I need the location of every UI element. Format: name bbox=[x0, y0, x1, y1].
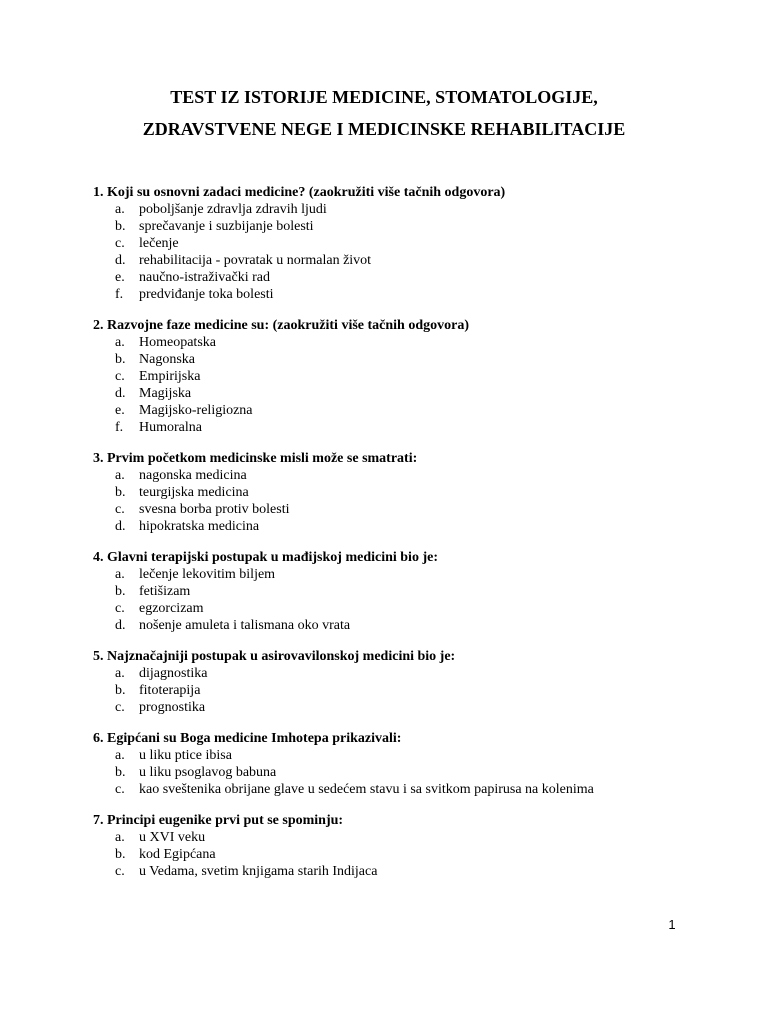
option-letter: a. bbox=[115, 748, 125, 763]
question-block bbox=[93, 549, 733, 634]
option-text: lečenje lekovitim biljem bbox=[139, 567, 276, 582]
option-letter: a. bbox=[115, 202, 125, 217]
answer-option bbox=[93, 781, 733, 798]
answer-option bbox=[93, 402, 733, 419]
question-block bbox=[93, 730, 733, 798]
question-block bbox=[93, 648, 733, 716]
answer-option bbox=[93, 334, 733, 351]
question-text: 2. Razvojne faze medicine su: (zaokružiti više tačnih odgovora) bbox=[93, 318, 469, 333]
answer-option bbox=[93, 583, 733, 600]
option-letter: a. bbox=[115, 567, 125, 582]
question-text: 4. Glavni terapijski postupak u mađijskoj medicini bio je: bbox=[93, 550, 438, 565]
option-text: Empirijska bbox=[139, 369, 201, 384]
question-block bbox=[93, 317, 733, 436]
option-letter: a. bbox=[115, 468, 125, 483]
question-text: 5. Najznačajniji postupak u asirovavilonskoj medicini bio je: bbox=[93, 649, 456, 664]
answer-option bbox=[93, 484, 733, 501]
answer-option bbox=[93, 351, 733, 368]
option-text: nošenje amuleta i talismana oko vrata bbox=[139, 618, 351, 633]
option-text: predviđanje toka bolesti bbox=[139, 287, 274, 302]
question-text: 1. Koji su osnovni zadaci medicine? (zaokružiti više tačnih odgovora) bbox=[93, 185, 506, 200]
option-text: kao sveštenika obrijane glave u sedećem stavu i sa svitkom papirusa na kolenima bbox=[139, 782, 594, 797]
option-letter: b. bbox=[115, 352, 126, 367]
answer-option bbox=[93, 764, 733, 781]
answer-option bbox=[93, 385, 733, 402]
answer-option bbox=[93, 269, 733, 286]
option-text: Nagonska bbox=[139, 352, 195, 367]
option-text: Magijska bbox=[139, 386, 192, 401]
option-letter: c. bbox=[115, 601, 125, 616]
answer-option bbox=[93, 368, 733, 385]
option-letter: d. bbox=[115, 519, 126, 534]
answer-option bbox=[93, 600, 733, 617]
question-block bbox=[93, 450, 733, 535]
answer-options bbox=[93, 467, 733, 535]
option-letter: e. bbox=[115, 270, 125, 285]
answer-option bbox=[93, 617, 733, 634]
answer-option bbox=[93, 566, 733, 583]
option-text: hipokratska medicina bbox=[139, 519, 260, 534]
answer-options bbox=[93, 665, 733, 716]
answer-option bbox=[93, 699, 733, 716]
question-block bbox=[93, 812, 733, 880]
option-text: naučno-istraživački rad bbox=[139, 270, 270, 285]
question-text: 6. Egipćani su Boga medicine Imhotepa prikazivali: bbox=[93, 731, 402, 746]
option-letter: b. bbox=[115, 765, 126, 780]
answer-option bbox=[93, 252, 733, 269]
answer-option bbox=[93, 518, 733, 535]
answer-option bbox=[93, 747, 733, 764]
option-letter: a. bbox=[115, 830, 125, 845]
option-letter: f. bbox=[115, 287, 124, 302]
option-letter: b. bbox=[115, 683, 126, 698]
answer-options bbox=[93, 829, 733, 880]
question-block bbox=[93, 184, 733, 303]
answer-option bbox=[93, 682, 733, 699]
option-letter: c. bbox=[115, 864, 125, 879]
option-letter: c. bbox=[115, 782, 125, 797]
option-text: u XVI veku bbox=[139, 830, 206, 845]
document-title-line-2: ZDRAVSTVENE NEGE I MEDICINSKE REHABILITACIJE bbox=[142, 119, 626, 139]
option-letter: a. bbox=[115, 666, 125, 681]
answer-option bbox=[93, 829, 733, 846]
question-list bbox=[93, 184, 733, 894]
answer-options bbox=[93, 566, 733, 634]
option-letter: e. bbox=[115, 403, 125, 418]
question-text: 7. Principi eugenike prvi put se spominju: bbox=[93, 813, 344, 828]
answer-option bbox=[93, 863, 733, 880]
page-number: 1 bbox=[668, 917, 676, 932]
option-text: dijagnostika bbox=[139, 666, 208, 681]
option-text: egzorcizam bbox=[139, 601, 204, 616]
answer-options bbox=[93, 201, 733, 303]
option-text: lečenje bbox=[139, 236, 179, 251]
option-text: prognostika bbox=[139, 700, 206, 715]
option-text: Humoralna bbox=[139, 420, 202, 435]
option-text: fetišizam bbox=[139, 584, 191, 599]
option-letter: b. bbox=[115, 485, 126, 500]
answer-option bbox=[93, 218, 733, 235]
option-letter: c. bbox=[115, 236, 125, 251]
option-text: svesna borba protiv bolesti bbox=[139, 502, 290, 517]
option-text: kod Egipćana bbox=[139, 847, 216, 862]
answer-option bbox=[93, 235, 733, 252]
answer-options bbox=[93, 747, 733, 798]
option-text: u liku psoglavog babuna bbox=[139, 765, 277, 780]
answer-option bbox=[93, 665, 733, 682]
answer-option bbox=[93, 201, 733, 218]
option-letter: b. bbox=[115, 219, 126, 234]
option-letter: c. bbox=[115, 700, 125, 715]
option-text: sprečavanje i suzbijanje bolesti bbox=[139, 219, 314, 234]
option-letter: c. bbox=[115, 502, 125, 517]
question-text: 3. Prvim početkom medicinske misli može se smatrati: bbox=[93, 451, 418, 466]
option-letter: d. bbox=[115, 618, 126, 633]
option-letter: a. bbox=[115, 335, 125, 350]
answer-option bbox=[93, 419, 733, 436]
option-text: rehabilitacija - povratak u normalan život bbox=[139, 253, 372, 268]
document-title-line-1: TEST IZ ISTORIJE MEDICINE, STOMATOLOGIJE, bbox=[170, 87, 598, 107]
option-text: u liku ptice ibisa bbox=[139, 748, 232, 763]
option-letter: b. bbox=[115, 584, 126, 599]
option-letter: d. bbox=[115, 253, 126, 268]
answer-options bbox=[93, 334, 733, 436]
option-letter: d. bbox=[115, 386, 126, 401]
answer-option bbox=[93, 846, 733, 863]
option-text: Magijsko-religiozna bbox=[139, 403, 253, 418]
option-letter: f. bbox=[115, 420, 124, 435]
answer-option bbox=[93, 501, 733, 518]
option-text: poboljšanje zdravlja zdravih ljudi bbox=[139, 202, 327, 217]
answer-option bbox=[93, 467, 733, 484]
option-letter: c. bbox=[115, 369, 125, 384]
answer-option bbox=[93, 286, 733, 303]
option-text: fitoterapija bbox=[139, 683, 201, 698]
option-text: Homeopatska bbox=[139, 335, 216, 350]
option-letter: b. bbox=[115, 847, 126, 862]
option-text: teurgijska medicina bbox=[139, 485, 249, 500]
option-text: nagonska medicina bbox=[139, 468, 247, 483]
option-text: u Vedama, svetim knjigama starih Indijaca bbox=[139, 864, 378, 879]
